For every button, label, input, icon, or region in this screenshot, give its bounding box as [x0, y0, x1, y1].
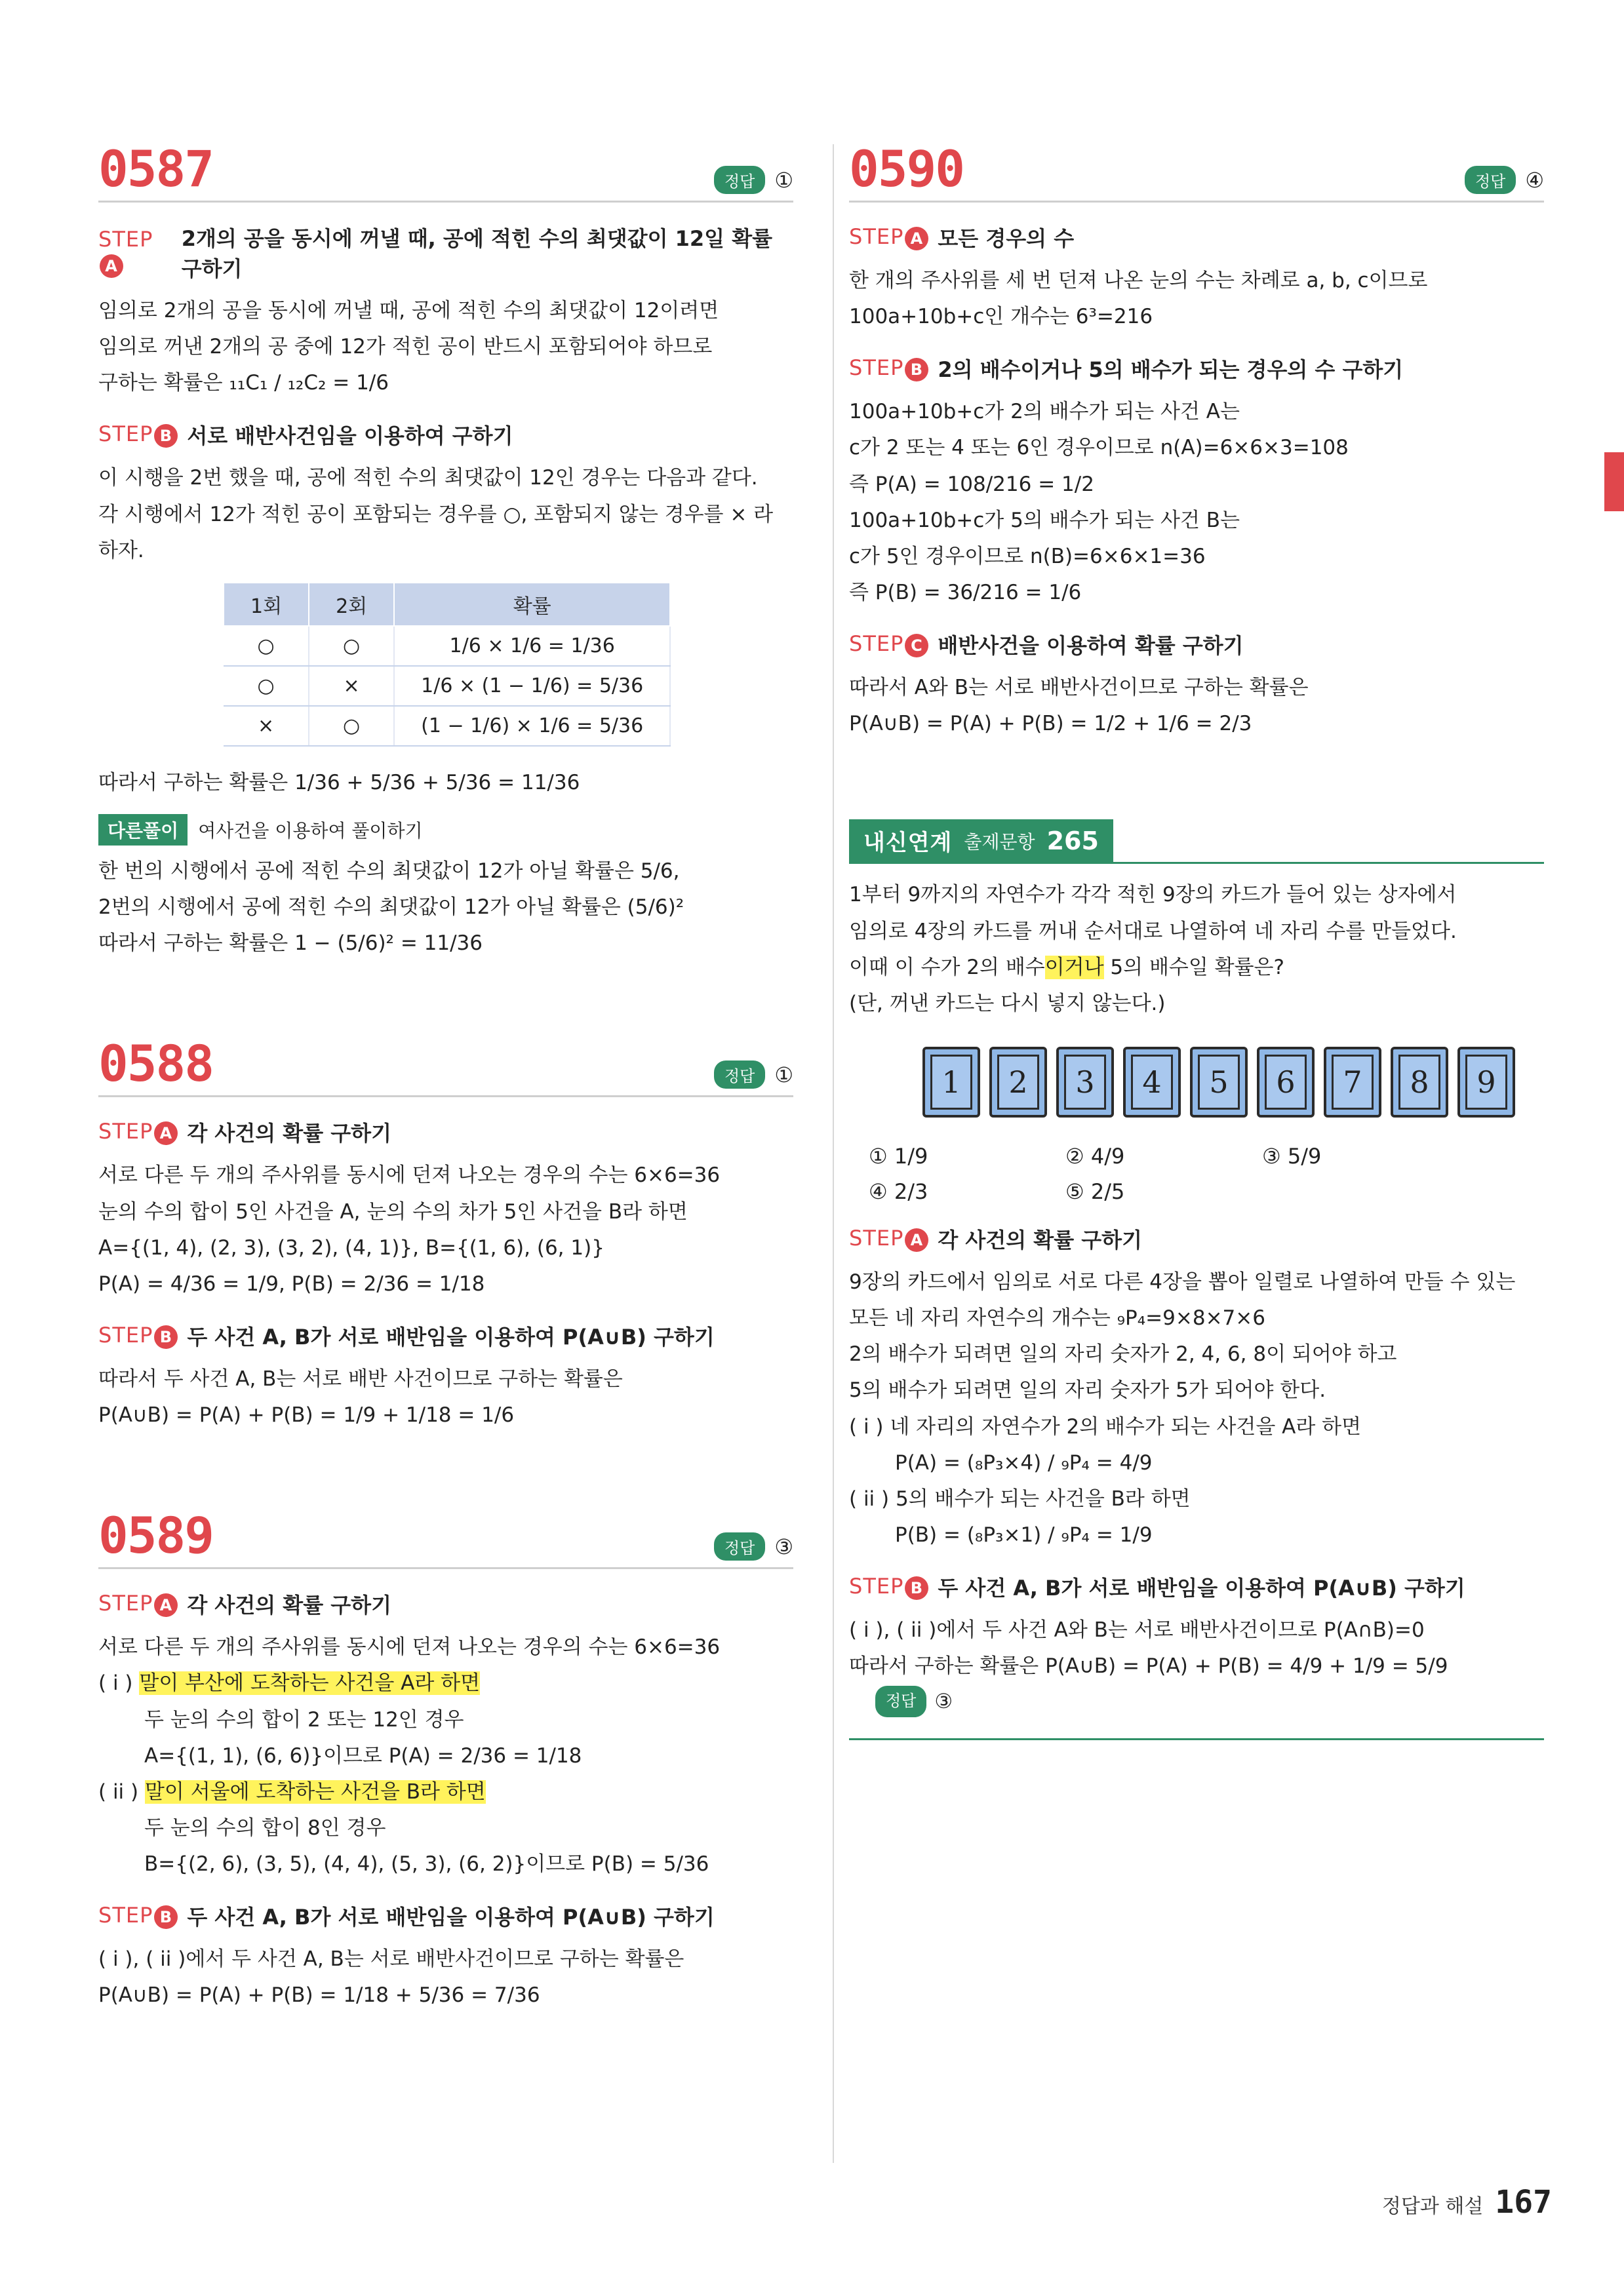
step-label: STEP C — [849, 631, 928, 657]
step-label: STEP B — [98, 421, 178, 448]
step-b — [98, 1321, 793, 1351]
number-card: 1 — [922, 1047, 980, 1118]
step-title: 배반사건을 이용하여 확률 구하기 — [938, 633, 1244, 659]
step-label: STEP A — [98, 1591, 178, 1617]
text-line: P(A∪B) = P(A) + P(B) = 1/2 + 1/6 = 2/3 — [849, 712, 1252, 736]
question-line: (단, 꺼낸 카드는 다시 넣지 않는다.) — [849, 991, 1166, 1015]
number-card: 4 — [1123, 1047, 1181, 1118]
number-card: 3 — [1056, 1047, 1114, 1118]
text-line: P(A) = 4/36 = 1/9, P(B) = 2/36 = 1/18 — [98, 1272, 485, 1296]
answer — [714, 1532, 793, 1561]
problem-header — [98, 1506, 793, 1569]
problem-number: 0590 — [849, 140, 964, 198]
text-line: A={(1, 1), (6, 6)}이므로 P(A) = 2/36 = 1/18 — [144, 1743, 582, 1768]
probability-table — [223, 582, 671, 747]
step-label: STEPA — [98, 227, 172, 278]
problem-0588 — [98, 1034, 793, 1432]
step-b — [98, 419, 793, 450]
problem-header — [849, 140, 1544, 203]
step-label: STEP B — [849, 1574, 928, 1600]
text-line: 한 번의 시행에서 공에 적힌 수의 최댓값이 12가 아닐 확률은 5/6, — [98, 859, 680, 883]
highlighted-text: 말이 서울에 도착하는 사건을 B라 하면 — [144, 1780, 486, 1804]
text-line: A={(1, 4), (2, 3), (3, 2), (4, 1)}, B={(1, 6), (6, 1)} — [98, 1236, 604, 1260]
alt-badge: 다른풀이 — [98, 814, 188, 846]
table-cell: × — [224, 706, 309, 746]
text-line: c가 2 또는 4 또는 6인 경우이므로 n(A)=6×6×3=108 — [849, 436, 1349, 460]
step-title: 두 사건 A, B가 서로 배반임을 이용하여 P(A∪B) 구하기 — [938, 1576, 1465, 1601]
table-row — [224, 626, 670, 666]
text-line: 임의로 2개의 공을 동시에 꺼낼 때, 공에 적힌 수의 최댓값이 12이려면 — [98, 299, 719, 322]
step-title: 2개의 공을 동시에 꺼낼 때, 공에 적힌 수의 최댓값이 12일 확률 구하기 — [181, 226, 773, 281]
naesin-label: 내신연계 — [863, 830, 953, 857]
case-line — [98, 1776, 793, 1809]
highlighted-text: 말이 부산에 도착하는 사건을 A라 하면 — [139, 1671, 481, 1696]
step-label: STEP B — [98, 1323, 178, 1349]
table-cell: 1/6 × 1/6 = 1/36 — [394, 626, 670, 666]
step-c — [849, 629, 1544, 659]
table-cell: ○ — [309, 706, 394, 746]
text-line: 이 시행을 2번 했을 때, 공에 적힌 수의 최댓값이 12인 경우는 다음과 같다. — [98, 466, 758, 490]
text-line: 100a+10b+c가 2의 배수가 되는 사건 A는 — [849, 400, 1240, 424]
problem-0587 — [98, 140, 793, 960]
problem-number: 0589 — [98, 1506, 214, 1565]
text-line: 임의로 꺼낸 2개의 공 중에 12가 적힌 공이 반드시 포함되어야 하므로 — [98, 335, 713, 359]
step-a — [98, 1117, 793, 1147]
text-line: B={(2, 6), (3, 5), (4, 4), (5, 3), (6, 2)}이므로 P(B) = 5/36 — [144, 1852, 709, 1877]
table-header-row — [224, 583, 670, 626]
alt-title: 여사건을 이용하여 풀이하기 — [198, 819, 423, 842]
table-header: 확률 — [394, 583, 670, 626]
answer-value: ④ — [1525, 167, 1544, 193]
answer — [714, 1060, 793, 1089]
table-cell: ○ — [224, 626, 309, 666]
step-b — [98, 1901, 793, 1931]
text-line: 5의 배수가 되려면 일의 자리 숫자가 5가 되어야 한다. — [849, 1378, 1326, 1403]
answer-badge: 정답 — [714, 1060, 765, 1089]
step-label: STEP A — [98, 1119, 178, 1145]
number-card: 7 — [1324, 1047, 1381, 1118]
step-label: STEP B — [849, 355, 928, 381]
answer-badge: 정답 — [714, 166, 765, 194]
answer-badge: 정답 — [1465, 166, 1516, 194]
column-divider — [833, 144, 834, 2163]
step-label: STEP A — [849, 224, 928, 250]
alternative-solution-header — [98, 814, 793, 846]
answer-value: ① — [774, 1062, 793, 1087]
text-line: 서로 다른 두 개의 주사위를 동시에 던져 나오는 경우의 수는 6×6=36 — [98, 1163, 721, 1188]
left-column — [98, 140, 793, 2092]
text-line: P(B) = (₈P₃×1) / ₉P₄ = 1/9 — [895, 1523, 1153, 1547]
step-b — [849, 1572, 1544, 1602]
step-b — [849, 353, 1544, 383]
naesin-body — [849, 862, 1544, 1740]
chapter-tab-marker — [1604, 452, 1624, 511]
naesin-sub: 출제문항 — [964, 830, 1035, 853]
text-line: 한 개의 주사위를 세 번 던져 나온 눈의 수는 차례로 a, b, c이므로 — [849, 269, 1428, 292]
answer-value: ③ — [774, 1534, 793, 1559]
table-row — [224, 666, 670, 706]
table-cell: ○ — [224, 666, 309, 706]
case-line — [98, 1667, 793, 1700]
number-cards — [922, 1047, 1544, 1118]
text-line: 서로 다른 두 개의 주사위를 동시에 던져 나오는 경우의 수는 6×6=36 — [98, 1635, 721, 1660]
table-cell: ○ — [309, 626, 394, 666]
answer-choices — [869, 1144, 1544, 1204]
answer-value: ① — [774, 167, 793, 193]
text-line: 두 눈의 수의 합이 8인 경우 — [144, 1816, 386, 1840]
step-title: 두 사건 A, B가 서로 배반임을 이용하여 P(A∪B) 구하기 — [187, 1905, 715, 1930]
text-line: ( i ) 네 자리의 자연수가 2의 배수가 되는 사건을 A라 하면 — [849, 1414, 1362, 1439]
step-title: 2의 배수이거나 5의 배수가 되는 경우의 수 구하기 — [938, 357, 1404, 383]
number-card: 8 — [1391, 1047, 1448, 1118]
footer-label: 정답과 해설 — [1381, 2195, 1484, 2218]
step-title: 서로 배반사건임을 이용하여 구하기 — [187, 423, 513, 449]
case-marker: ( ii ) — [98, 1780, 139, 1804]
text-line: P(A∪B) = P(A) + P(B) = 1/9 + 1/18 = 1/6 — [98, 1403, 515, 1428]
choice: ③ 5/9 — [1262, 1143, 1322, 1169]
text-line: 각 시행에서 12가 적힌 공이 포함되는 경우를 ○, 포함되지 않는 경우를 × 라 — [98, 502, 774, 526]
text-line: 눈의 수의 합이 5인 사건을 A, 눈의 수의 차가 5인 사건을 B라 하면 — [98, 1199, 688, 1224]
step-a — [98, 1589, 793, 1619]
table-header: 1회 — [224, 583, 309, 626]
step-title: 두 사건 A, B가 서로 배반임을 이용하여 P(A∪B) 구하기 — [187, 1324, 715, 1350]
answer-badge: 정답 — [714, 1532, 765, 1561]
answer-badge: 정답 — [875, 1686, 926, 1717]
choice: ② 4/9 — [1065, 1143, 1125, 1169]
text-line: ( i ), ( ii )에서 두 사건 A와 B는 서로 배반사건이므로 P(A∩B)=0 — [849, 1618, 1425, 1643]
result-line: 따라서 구하는 확률은 1/36 + 5/36 + 5/36 = 11/36 — [98, 770, 580, 794]
problem-number: 0587 — [98, 140, 214, 198]
page-footer — [1382, 2184, 1552, 2221]
text-line: P(A) = (₈P₃×4) / ₉P₄ = 4/9 — [895, 1450, 1153, 1475]
text-line: 모든 네 자리 자연수의 개수는 ₉P₄=9×8×7×6 — [849, 1306, 1265, 1331]
answer — [714, 166, 793, 194]
choice: ① 1/9 — [869, 1143, 928, 1169]
text-line: 2번의 시행에서 공에 적힌 수의 최댓값이 12가 아닐 확률은 (5/6)² — [98, 895, 684, 920]
answer-value: ③ — [934, 1689, 953, 1713]
problem-0589 — [98, 1506, 793, 2012]
table-cell: 1/6 × (1 − 1/6) = 5/36 — [394, 666, 670, 706]
text-line: 2의 배수가 되려면 일의 자리 숫자가 2, 4, 6, 8이 되어야 하고 — [849, 1342, 1397, 1367]
step-title: 각 사건의 확률 구하기 — [938, 1227, 1143, 1253]
step-a — [98, 222, 793, 282]
table-cell: (1 − 1/6) × 1/6 = 5/36 — [394, 706, 670, 746]
text-line: P(A∪B) = P(A) + P(B) = 1/18 + 5/36 = 7/36 — [98, 1983, 540, 2008]
text-line: c가 5인 경우이므로 n(B)=6×6×1=36 — [849, 544, 1206, 568]
text-line: 구하는 확률은 ₁₁C₁ / ₁₂C₂ = 1/6 — [98, 371, 389, 395]
choice: ⑤ 2/5 — [1065, 1178, 1125, 1204]
table-header: 2회 — [309, 583, 394, 626]
step-title: 각 사건의 확률 구하기 — [187, 1593, 392, 1618]
page-number: 167 — [1495, 2184, 1552, 2221]
choice: ④ 2/3 — [869, 1178, 928, 1204]
step-title: 각 사건의 확률 구하기 — [187, 1121, 392, 1146]
step-title: 모든 경우의 수 — [938, 226, 1075, 251]
text-line: 100a+10b+c인 개수는 6³=216 — [849, 305, 1153, 329]
section-end-rule — [849, 1738, 1544, 1740]
answer — [1465, 166, 1544, 194]
text-line: 따라서 두 사건 A, B는 서로 배반 사건이므로 구하는 확률은 — [98, 1367, 623, 1391]
step-label: STEP A — [849, 1226, 928, 1252]
text-line: 즉 P(A) = 108/216 = 1/2 — [849, 472, 1094, 496]
step-a — [849, 1224, 1544, 1254]
number-card: 5 — [1190, 1047, 1248, 1118]
case-marker: ( i ) — [98, 1671, 133, 1696]
answer — [875, 1685, 953, 1719]
step-a — [849, 222, 1544, 252]
question-line: 이때 이 수가 2의 배수이거나 5의 배수일 확률은? — [849, 955, 1284, 979]
problem-header — [98, 140, 793, 203]
number-card: 9 — [1457, 1047, 1515, 1118]
text-line: 100a+10b+c가 5의 배수가 되는 사건 B는 — [849, 508, 1240, 532]
problem-header — [98, 1034, 793, 1097]
text-line: 따라서 구하는 확률은 P(A∪B) = P(A) + P(B) = 4/9 + 1/9 = 5/9 정답 ③ — [849, 1650, 1544, 1719]
question-line: 1부터 9까지의 자연수가 각각 적힌 9장의 카드가 들어 있는 상자에서 — [849, 883, 1457, 907]
problem-0590 — [849, 140, 1544, 741]
problem-number: 0588 — [98, 1034, 214, 1093]
right-column — [849, 140, 1544, 1753]
number-card: 2 — [989, 1047, 1047, 1118]
table-row — [224, 706, 670, 746]
text-line: ( i ), ( ii )에서 두 사건 A, B는 서로 배반사건이므로 구하는 확률은 — [98, 1947, 684, 1972]
table-cell: × — [309, 666, 394, 706]
text-line: 하자. — [98, 538, 144, 562]
text-line: 9장의 카드에서 임의로 서로 다른 4장을 뽑아 일렬로 나열하여 만들 수 있는 — [849, 1270, 1516, 1294]
naesin-number: 265 — [1046, 826, 1099, 855]
text-line: 두 눈의 수의 합이 2 또는 12인 경우 — [144, 1707, 464, 1732]
naesin-problem-box — [849, 819, 1544, 1740]
highlighted-text: 이거나 — [1044, 955, 1104, 979]
step-label: STEP B — [98, 1903, 178, 1929]
text-line: 따라서 구하는 확률은 1 − (5/6)² = 11/36 — [98, 931, 483, 956]
naesin-header — [849, 819, 1113, 862]
text-line: ( ii ) 5의 배수가 되는 사건을 B라 하면 — [849, 1487, 1191, 1511]
number-card: 6 — [1257, 1047, 1315, 1118]
question-line: 임의로 4장의 카드를 꺼내 순서대로 나열하여 네 자리 수를 만들었다. — [849, 919, 1457, 943]
text-line: 즉 P(B) = 36/216 = 1/6 — [849, 580, 1082, 604]
text-line: 따라서 A와 B는 서로 배반사건이므로 구하는 확률은 — [849, 676, 1309, 700]
